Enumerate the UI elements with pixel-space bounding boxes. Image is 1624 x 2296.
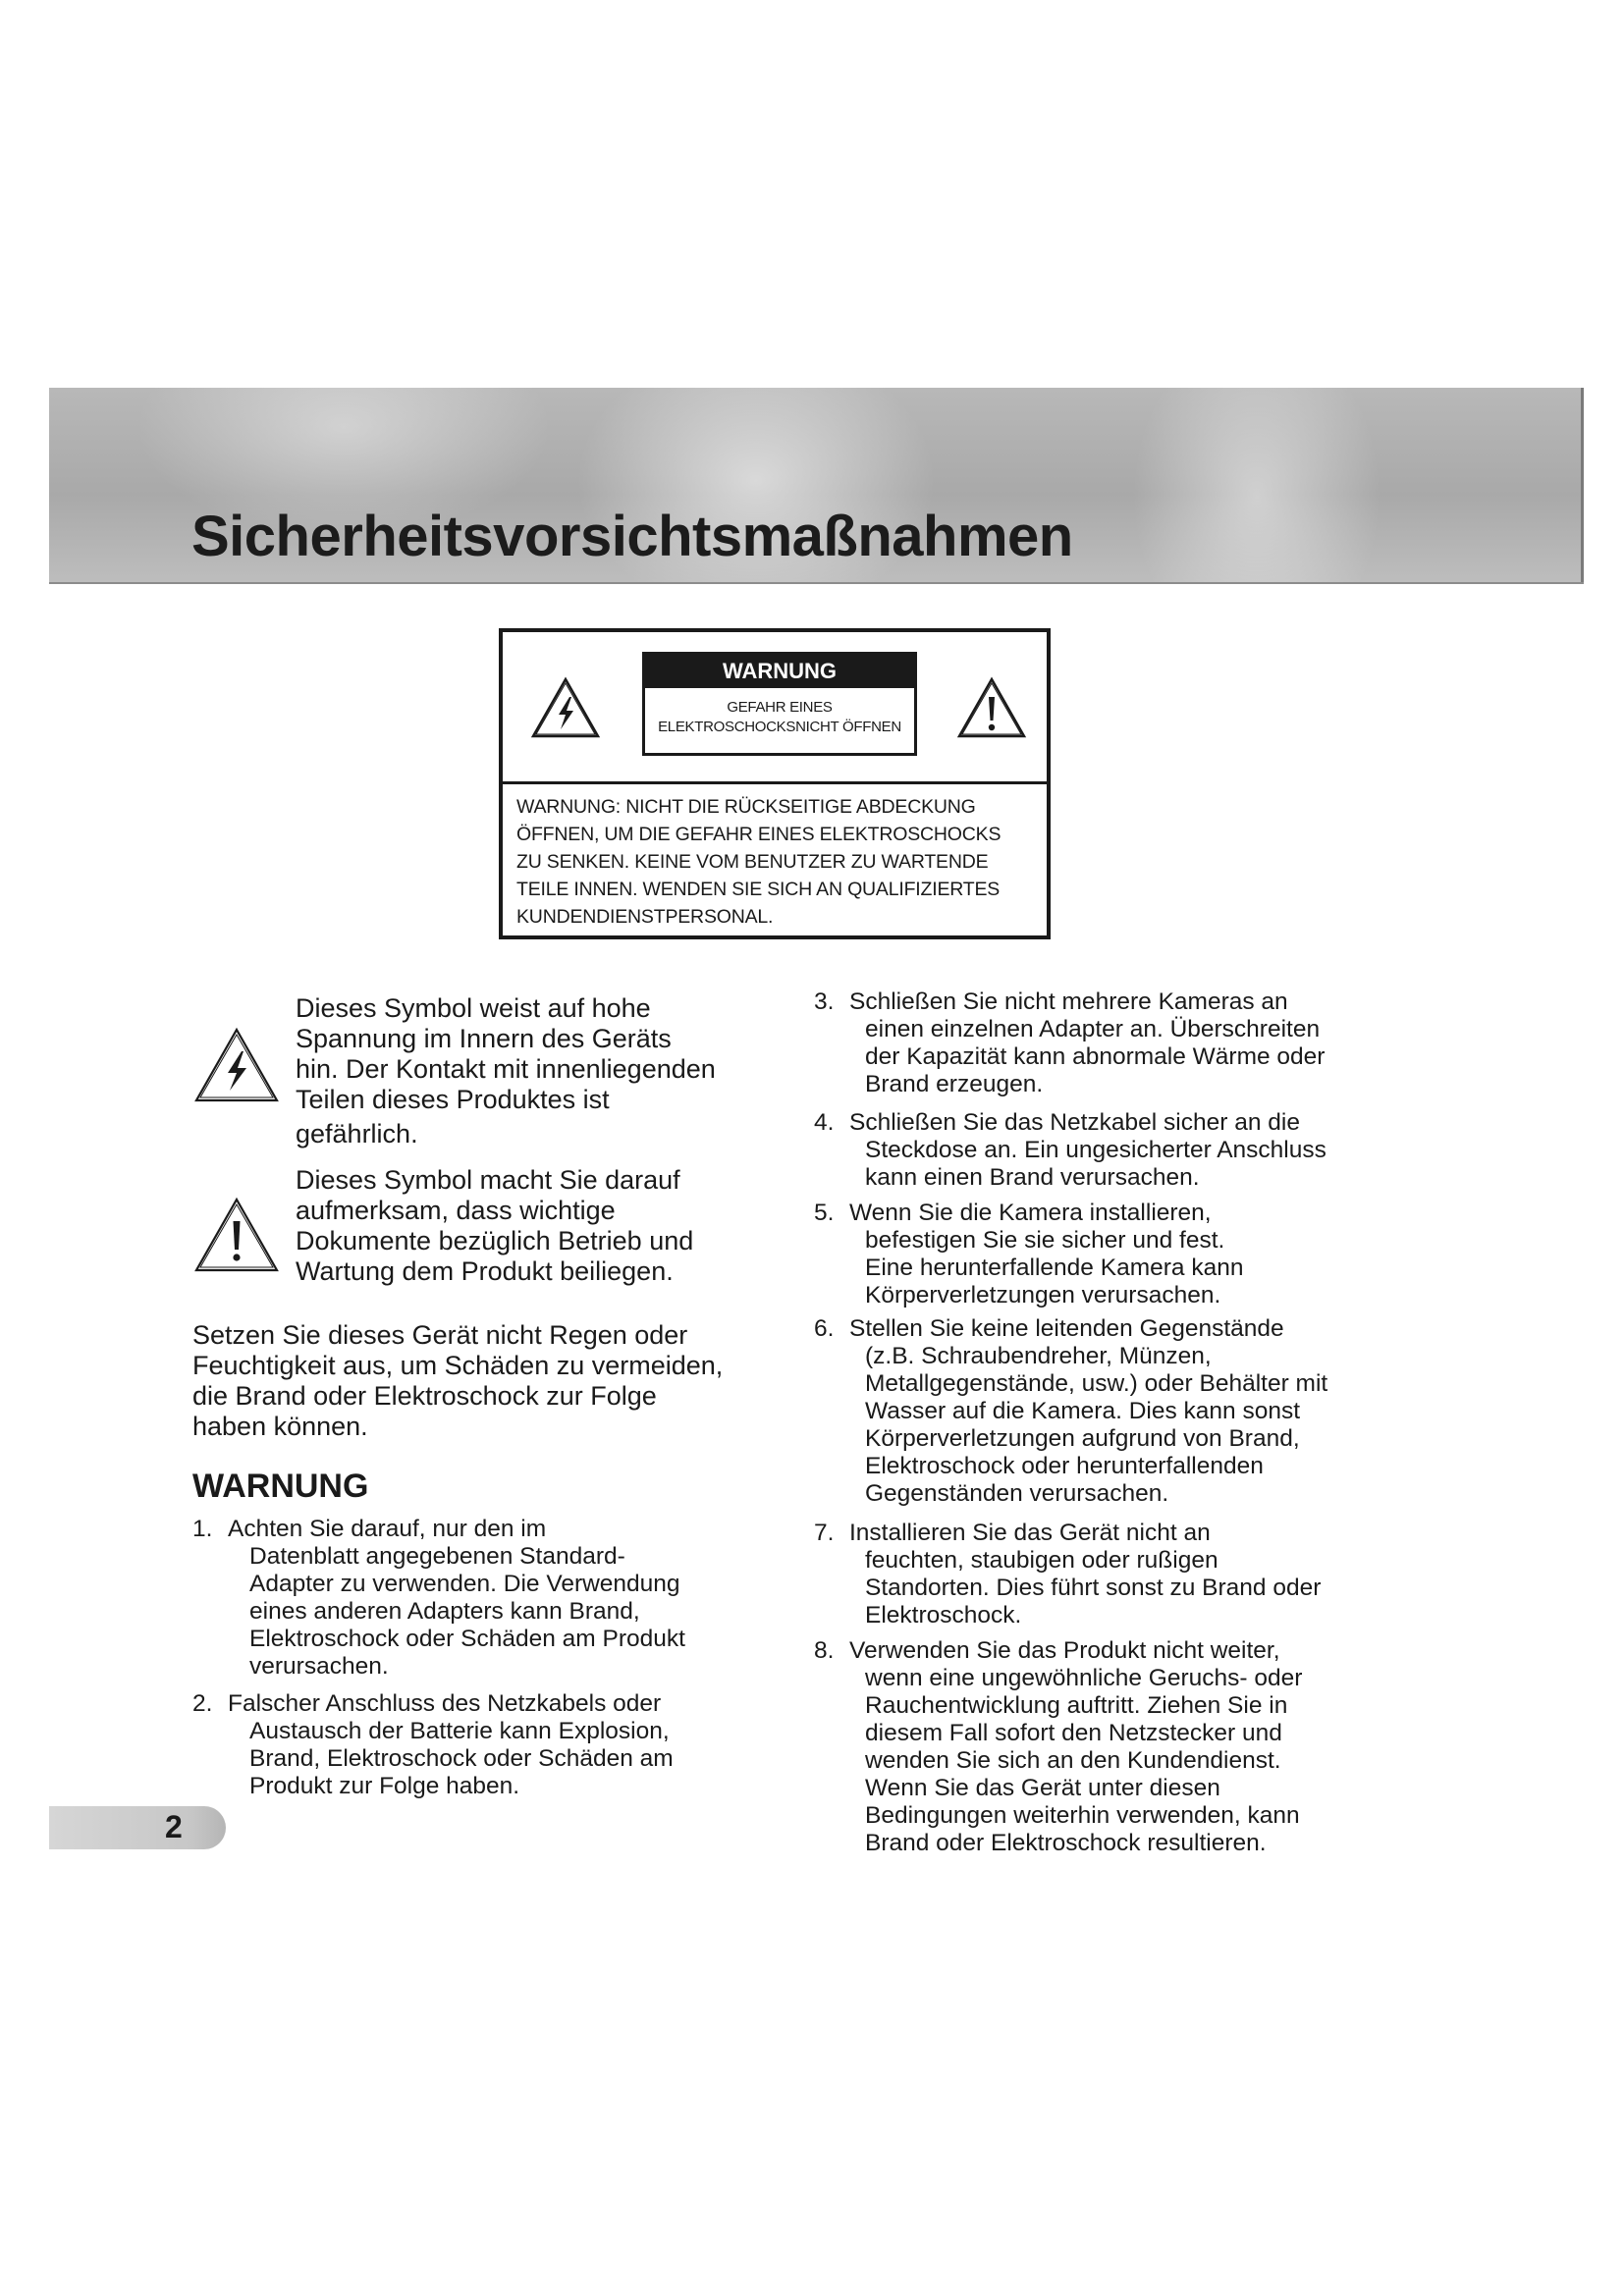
list-item-text <box>228 1516 685 1681</box>
list-item-line: Elektroschock oder herunterfallenden <box>865 1453 1264 1479</box>
header-banner <box>49 388 1584 584</box>
page-number-tab <box>49 1806 226 1849</box>
symbol-text-line: gefährlich. <box>296 1119 418 1148</box>
page-number: 2 <box>165 1809 183 1844</box>
list-item-line: verursachen. <box>249 1653 389 1680</box>
list-item-line: Datenblatt angegebenen Standard- <box>249 1543 625 1570</box>
list-item-line: Elektroschock. <box>865 1602 1022 1629</box>
list-item-line: der Kapazität kann abnormale Wärme oder <box>865 1043 1326 1070</box>
intro-line: die Brand oder Elektroschock zur Folge <box>192 1381 657 1411</box>
symbol-text-line: aufmerksam, dass wichtige <box>296 1196 616 1225</box>
warning-label-text <box>516 793 1047 931</box>
warning-label <box>642 652 917 756</box>
list-item-line: Wenn Sie das Gerät unter diesen <box>865 1775 1220 1801</box>
list-item-line: kann einen Brand verursachen. <box>865 1164 1200 1191</box>
list-item-number: 1. <box>192 1516 213 1542</box>
warning-label-top <box>503 632 1047 784</box>
list-item-line: Eine herunterfallende Kamera kann <box>865 1255 1244 1281</box>
symbol-text-line: Dieses Symbol macht Sie darauf <box>296 1165 680 1195</box>
warning-text-line: ÖFFNEN, UM DIE GEFAHR EINES ELEKTROSCHOCKS <box>516 824 1001 845</box>
list-item-line: Brand erzeugen. <box>865 1071 1044 1097</box>
list-item-line: Stellen Sie keine leitenden Gegenstände <box>849 1315 1284 1342</box>
list-item-line: Körperverletzungen verursachen. <box>865 1282 1221 1308</box>
symbol-text-line: Dokumente bezüglich Betrieb und <box>296 1226 694 1255</box>
list-item-line: Bedingungen weiterhin verwenden, kann <box>865 1802 1300 1829</box>
warning-text-line: ZU SENKEN. KEINE VOM BENUTZER ZU WARTENDE <box>516 851 989 873</box>
list-item-line: Produkt zur Folge haben. <box>249 1773 520 1799</box>
warning-label-box <box>499 628 1051 939</box>
list-item-line: Austausch der Batterie kann Explosion, <box>249 1718 670 1744</box>
warning-text-line: TEILE INNEN. WENDEN SIE SICH AN QUALIFIZIERTES <box>516 879 1001 900</box>
list-item-line: Achten Sie darauf, nur den im <box>228 1516 547 1542</box>
list-item-line: Schließen Sie nicht mehrere Kameras an <box>849 988 1288 1015</box>
list-item-line: diesem Fall sofort den Netzstecker und <box>865 1720 1282 1746</box>
list-item-number: 4. <box>814 1109 835 1136</box>
warning-label-line: ELEKTROSCHOCKSNICHT ÖFFNEN <box>658 719 901 735</box>
exclamation-warning-icon <box>956 675 1027 740</box>
list-item-number: 8. <box>814 1637 835 1664</box>
list-item-text <box>849 1200 1243 1309</box>
symbol-text-line: Wartung dem Produkt beiliegen. <box>296 1256 674 1286</box>
list-item-number: 6. <box>814 1315 835 1342</box>
list-item-text <box>849 1109 1326 1192</box>
list-item-number: 2. <box>192 1690 213 1717</box>
list-item-number: 5. <box>814 1200 835 1226</box>
list-item-line: Körperverletzungen aufgrund von Brand, <box>865 1425 1300 1452</box>
symbol-text-line: Teilen dieses Produktes ist <box>296 1085 610 1114</box>
lightning-warning-icon <box>192 1026 281 1104</box>
exclamation-warning-icon <box>192 1196 281 1274</box>
list-item-text <box>849 1520 1321 1629</box>
list-item-line: einen einzelnen Adapter an. Überschreiten <box>865 1016 1321 1042</box>
list-item-text <box>849 1637 1302 1857</box>
symbol-text-line: Dieses Symbol weist auf hohe <box>296 993 651 1023</box>
list-item-line: feuchten, staubigen oder rußigen <box>865 1547 1218 1574</box>
list-item-line: wenden Sie sich an den Kundendienst. <box>865 1747 1281 1774</box>
list-item-number: 3. <box>814 988 835 1015</box>
list-item-line: Standorten. Dies führt sonst zu Brand oder <box>865 1575 1322 1601</box>
list-item-text <box>849 1315 1327 1508</box>
list-item-line: Adapter zu verwenden. Die Verwendung <box>249 1571 680 1597</box>
list-item-line: Schließen Sie das Netzkabel sicher an die <box>849 1109 1300 1136</box>
warning-text-line: KUNDENDIENSTPERSONAL. <box>516 906 774 928</box>
list-item-line: eines anderen Adapters kann Brand, <box>249 1598 640 1625</box>
list-item-line: Steckdose an. Ein ungesicherter Anschluss <box>865 1137 1326 1163</box>
warning-text-line: WARNUNG: NICHT DIE RÜCKSEITIGE ABDECKUNG <box>516 796 976 818</box>
list-item-line: Installieren Sie das Gerät nicht an <box>849 1520 1211 1546</box>
list-item-line: Elektroschock oder Schäden am Produkt <box>249 1626 685 1652</box>
intro-line: Feuchtigkeit aus, um Schäden zu vermeiden, <box>192 1351 724 1380</box>
warning-heading: WARNUNG <box>192 1468 369 1505</box>
intro-line: haben können. <box>192 1412 368 1441</box>
list-item-line: Rauchentwicklung auftritt. Ziehen Sie in <box>865 1692 1288 1719</box>
symbol-text-line: Spannung im Innern des Geräts <box>296 1024 672 1053</box>
lightning-warning-icon <box>530 675 601 740</box>
list-item-line: Verwenden Sie das Produkt nicht weiter, <box>849 1637 1280 1664</box>
list-item-line: Wasser auf die Kamera. Dies kann sonst <box>865 1398 1301 1424</box>
list-item-line: Brand oder Elektroschock resultieren. <box>865 1830 1267 1856</box>
page-title: Sicherheitsvorsichtsmaßnahmen <box>191 505 1073 568</box>
warning-label-heading: WARNUNG <box>645 655 914 688</box>
intro-paragraph <box>192 1320 723 1442</box>
list-item-number: 7. <box>814 1520 835 1546</box>
exclamation-symbol-text <box>296 1165 693 1287</box>
list-item-line: Wenn Sie die Kamera installieren, <box>849 1200 1212 1226</box>
list-item-line: Gegenständen verursachen. <box>865 1480 1169 1507</box>
warning-label-line: GEFAHR EINES <box>727 699 833 716</box>
list-item-line: Falscher Anschluss des Netzkabels oder <box>228 1690 662 1717</box>
list-item-line: befestigen Sie sie sicher und fest. <box>865 1227 1225 1254</box>
symbol-text-line: hin. Der Kontakt mit innenliegenden <box>296 1054 716 1084</box>
list-item-text <box>849 988 1325 1098</box>
list-item-line: (z.B. Schraubendreher, Münzen, <box>865 1343 1212 1369</box>
intro-line: Setzen Sie dieses Gerät nicht Regen oder <box>192 1320 688 1350</box>
warning-label-body <box>645 688 914 737</box>
list-item-line: wenn eine ungewöhnliche Geruchs- oder <box>865 1665 1303 1691</box>
list-item-line: Brand, Elektroschock oder Schäden am <box>249 1745 674 1772</box>
list-item-text <box>228 1690 674 1800</box>
lightning-symbol-text <box>296 993 716 1149</box>
list-item-line: Metallgegenstände, usw.) oder Behälter mit <box>865 1370 1328 1397</box>
banner-edge <box>1581 388 1584 582</box>
